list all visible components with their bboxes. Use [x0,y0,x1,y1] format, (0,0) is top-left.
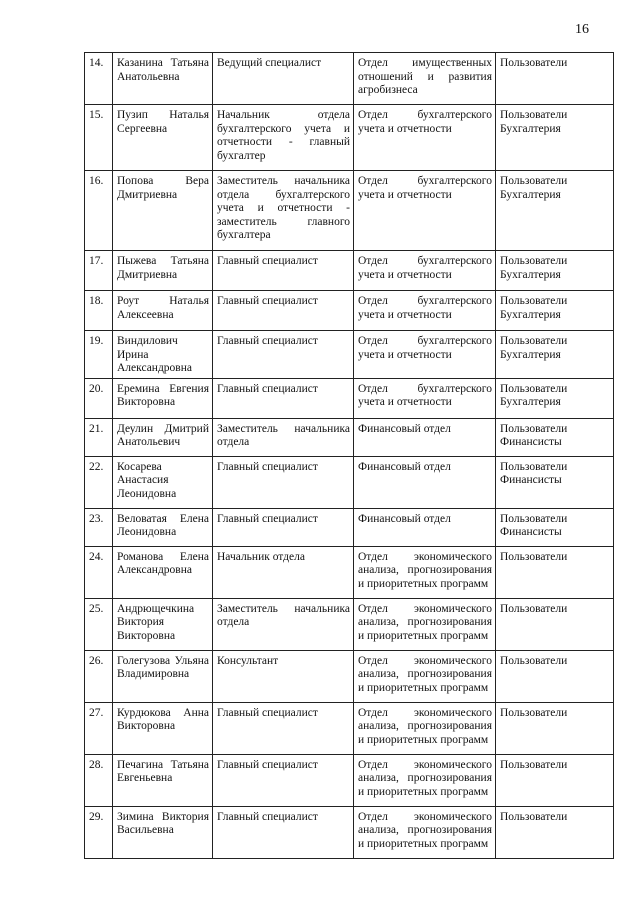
employee-name: Роут Наталья Алексеевна [113,291,213,331]
row-number: 23. [85,508,113,546]
employee-position: Главный специалист [213,508,354,546]
access-group: Бухгалтерия [500,188,561,201]
employee-position: Главный специалист [213,754,354,806]
access-group: Пользователи [500,602,568,615]
access-group: Пользователи [500,550,568,563]
employee-access-table [84,52,614,859]
access-group: Финансисты [500,526,562,538]
access-groups [496,378,614,418]
employee-position: Консультант [213,650,354,702]
table-row [85,105,614,171]
table-row [85,53,614,105]
access-group: Пользователи [500,758,568,771]
access-groups [496,806,614,858]
row-number: 26. [85,650,113,702]
access-group: Пользователи [500,175,568,187]
row-number: 14. [85,53,113,105]
employee-name: Виндилович Ирина Александровна [113,331,213,379]
access-group: Пользователи [500,422,568,435]
access-group: Бухгалтерия [500,308,561,321]
employee-position: Главный специалист [213,456,354,508]
employee-position: Главный специалист [213,291,354,331]
employee-department: Отдел имущественных отношений и развития агробизнеса [354,53,496,105]
employee-name: Курдюкова Анна Викторовна [113,702,213,754]
access-group: Пользователи [500,810,568,823]
employee-department: Отдел бухгалтерского учета и отчетности [354,331,496,379]
table-row [85,754,614,806]
access-group: Пользователи [500,654,568,667]
access-groups [496,456,614,508]
employee-position: Главный специалист [213,331,354,379]
row-number: 19. [85,331,113,379]
employee-position: Заместитель начальника отдела [213,598,354,650]
access-groups [496,171,614,251]
page-number: 16 [575,22,589,37]
row-number: 21. [85,418,113,456]
access-group: Бухгалтерия [500,348,561,361]
access-groups [496,754,614,806]
access-group: Пользователи [500,109,568,121]
row-number: 20. [85,378,113,418]
row-number: 29. [85,806,113,858]
table-row [85,291,614,331]
employee-name: Еремина Евгения Викторовна [113,378,213,418]
access-groups [496,251,614,291]
access-groups [496,546,614,598]
row-number: 16. [85,171,113,251]
access-group: Пользователи [500,295,568,307]
row-number: 18. [85,291,113,331]
employee-name: Пыжева Татьяна Дмитриевна [113,251,213,291]
access-groups [496,105,614,171]
employee-department: Отдел экономического анализа, прогнозирования и приоритетных программ [354,546,496,598]
employee-department: Финансовый отдел [354,508,496,546]
employee-name: Голегузова Ульяна Владимировна [113,650,213,702]
employee-department: Отдел экономического анализа, прогнозирования и приоритетных программ [354,806,496,858]
table-row [85,806,614,858]
access-groups [496,53,614,105]
employee-position: Главный специалист [213,251,354,291]
table-row [85,456,614,508]
access-group: Пользователи [500,706,568,719]
table-row [85,702,614,754]
employee-name: Зимина Виктория Васильевна [113,806,213,858]
employee-position: Заместитель начальника отдела бухгалтерского учета и отчетности - заместитель главного бухгалтера [213,171,354,251]
employee-department: Отдел бухгалтерского учета и отчетности [354,251,496,291]
employee-position: Главный специалист [213,378,354,418]
table-row [85,598,614,650]
employee-name: Казанина Татьяна Анатольевна [113,53,213,105]
access-group: Финансисты [500,474,562,486]
access-groups [496,291,614,331]
table-row [85,508,614,546]
access-group: Бухгалтерия [500,122,561,135]
row-number: 25. [85,598,113,650]
employee-department: Отдел экономического анализа, прогнозирования и приоритетных программ [354,598,496,650]
access-group: Пользователи [500,335,568,347]
employee-position: Заместитель начальника отдела [213,418,354,456]
access-groups [496,650,614,702]
employee-department: Отдел экономического анализа, прогнозирования и приоритетных программ [354,650,496,702]
access-group: Пользователи [500,255,568,267]
employee-department: Отдел экономического анализа, прогнозирования и приоритетных программ [354,754,496,806]
table-row [85,331,614,379]
access-groups [496,331,614,379]
row-number: 27. [85,702,113,754]
employee-department: Отдел экономического анализа, прогнозирования и приоритетных программ [354,702,496,754]
table-row [85,650,614,702]
row-number: 28. [85,754,113,806]
employee-department: Финансовый отдел [354,456,496,508]
employee-name: Андрющечкина Виктория Викторовна [113,598,213,650]
table-row [85,251,614,291]
access-groups [496,598,614,650]
employee-name: Попова Вера Дмитриевна [113,171,213,251]
employee-position: Начальник отдела бухгалтерского учета и отчетности - главный бухгалтер [213,105,354,171]
access-group: Бухгалтерия [500,268,561,281]
row-number: 17. [85,251,113,291]
employee-department: Отдел бухгалтерского учета и отчетности [354,291,496,331]
employee-department: Отдел бухгалтерского учета и отчетности [354,105,496,171]
access-groups [496,508,614,546]
employee-name: Пузип Наталья Сергеевна [113,105,213,171]
employee-department: Отдел бухгалтерского учета и отчетности [354,378,496,418]
table-row [85,418,614,456]
employee-name: Веловатая Елена Леонидовна [113,508,213,546]
employee-department: Отдел бухгалтерского учета и отчетности [354,171,496,251]
employee-name: Косарева Анастасия Леонидовна [113,456,213,508]
employee-position: Начальник отдела [213,546,354,598]
access-group: Бухгалтерия [500,396,561,408]
employee-department: Финансовый отдел [354,418,496,456]
table-row [85,378,614,418]
employee-position: Главный специалист [213,806,354,858]
row-number: 24. [85,546,113,598]
access-group: Финансисты [500,436,562,448]
table-body [85,53,614,859]
employee-name: Печагина Татьяна Евгеньевна [113,754,213,806]
access-groups [496,418,614,456]
access-group: Пользователи [500,382,568,395]
access-group: Пользователи [500,460,568,473]
employee-name: Романова Елена Александровна [113,546,213,598]
row-number: 22. [85,456,113,508]
employee-position: Ведущий специалист [213,53,354,105]
employee-name: Деулин Дмитрий Анатольевич [113,418,213,456]
table-row [85,171,614,251]
table-row [85,546,614,598]
access-groups [496,702,614,754]
employee-position: Главный специалист [213,702,354,754]
access-group: Пользователи [500,57,568,69]
access-group: Пользователи [500,512,568,525]
row-number: 15. [85,105,113,171]
